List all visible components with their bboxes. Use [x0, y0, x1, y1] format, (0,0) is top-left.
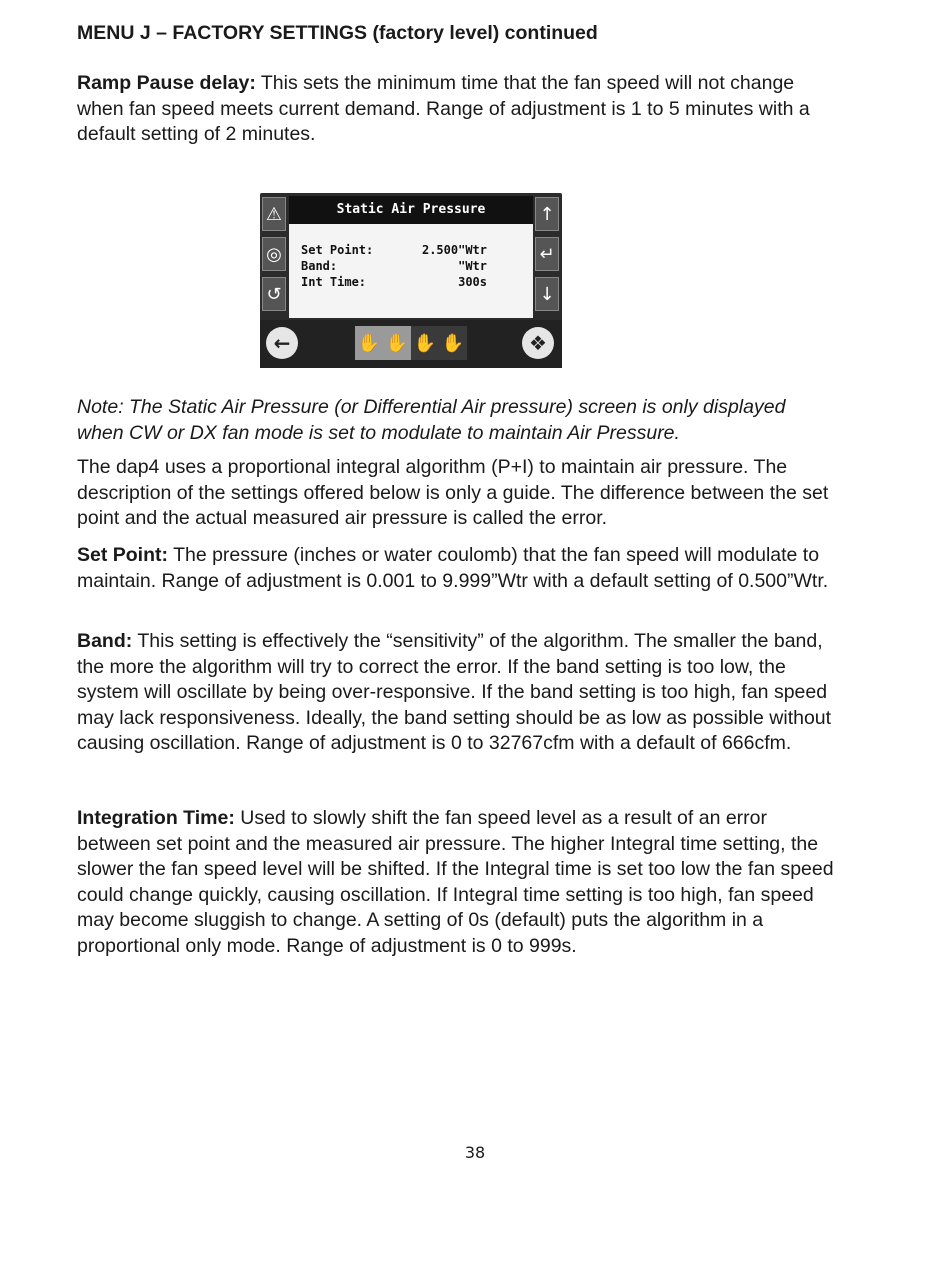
- enter-icon: ↵: [535, 237, 559, 271]
- device-bottom-bar: [260, 320, 562, 368]
- lcd-row-value: "Wtr: [458, 259, 487, 273]
- intro-paragraph: The dap4 uses a proportional integral algorithm (P+I) to maintain air pressure. The description of the settings offered below is only a guide. The difference between the set point and the actual measured air pressure is called the error.: [77, 456, 829, 529]
- lcd-row-int-time: [301, 275, 487, 289]
- lcd-row-label: Band:: [301, 259, 338, 273]
- band-paragraph: [77, 629, 837, 757]
- hand-access-icon: ✋: [439, 326, 467, 360]
- ramp-pause-paragraph: [77, 71, 837, 148]
- hand-access-icon: ✋: [383, 326, 411, 360]
- arrow-up-icon: ↑: [535, 197, 559, 231]
- band-text: This setting is effectively the “sensitivity” of the algorithm. The smaller the band, the more the algorithm will try to correct the error. If the band setting is too low, the system will oscillate by being over-responsive. If the band setting is too high, fan speed may lack responsiveness. Ideally, the band setting should be as low as possible without causing oscillation. Range of adjustment is 0 to 32767cfm with a default of 666cfm.: [77, 630, 832, 754]
- page-number: 38: [464, 1143, 486, 1162]
- set-point-paragraph: [77, 543, 837, 594]
- hand-access-icon: ✋: [355, 326, 383, 360]
- integration-time-paragraph: [77, 806, 837, 959]
- arrow-left-icon: ←: [266, 327, 298, 359]
- lcd-row-set-point: [301, 243, 487, 257]
- controller-screen-image: [260, 193, 562, 368]
- ramp-pause-label: Ramp Pause delay:: [77, 72, 256, 94]
- set-point-label: Set Point:: [77, 544, 168, 566]
- access-level-strip: [355, 326, 467, 360]
- lcd-row-label: Set Point:: [301, 243, 374, 257]
- set-point-text: The pressure (inches or water coulomb) that the fan speed will modulate to maintain. Range of adjustment is 0.001 to 9.999”Wtr with a default setting of 0.500”Wtr.: [77, 544, 829, 592]
- lcd-title: Static Air Pressure: [289, 196, 533, 224]
- arrow-down-icon: ↓: [535, 277, 559, 311]
- integration-time-label: Integration Time:: [77, 807, 235, 829]
- network-icon: ❖: [522, 327, 554, 359]
- lcd-row-value: 300s: [458, 275, 487, 289]
- integration-time-text: Used to slowly shift the fan speed level as a result of an error between set point and the measured air pressure. The higher Integral time setting, the slower the fan speed level will be shifted. If the Integral time is set too low the fan speed could change quickly, causing oscillation. If Integral time setting is too high, fan speed may become sluggish to change. A setting of 0s (default) puts the algorithm in a proportional only mode. Range of adjustment is 0 to 999s.: [77, 807, 834, 957]
- hand-access-icon: ✋: [411, 326, 439, 360]
- lcd-row-value: 2.500"Wtr: [421, 243, 487, 257]
- undo-icon: ↺: [262, 277, 286, 311]
- note-paragraph: Note: The Static Air Pressure (or Differential Air pressure) screen is only displayed when CW or DX fan mode is set to modulate to maintain Air Pressure.: [77, 396, 786, 444]
- page-heading: MENU J – FACTORY SETTINGS (factory level) continued: [77, 22, 598, 44]
- lcd-row-label: Int Time:: [301, 275, 367, 289]
- lcd-row-band: [301, 259, 487, 273]
- lcd-display: [289, 196, 533, 318]
- warning-icon: ⚠: [262, 197, 286, 231]
- band-label: Band:: [77, 630, 133, 652]
- ramp-pause-text: This sets the minimum time that the fan speed will not change when fan speed meets current demand. Range of adjustment is 1 to 5 minutes with a default setting of 2 minutes.: [77, 72, 810, 145]
- circle-target-icon: ◎: [262, 237, 286, 271]
